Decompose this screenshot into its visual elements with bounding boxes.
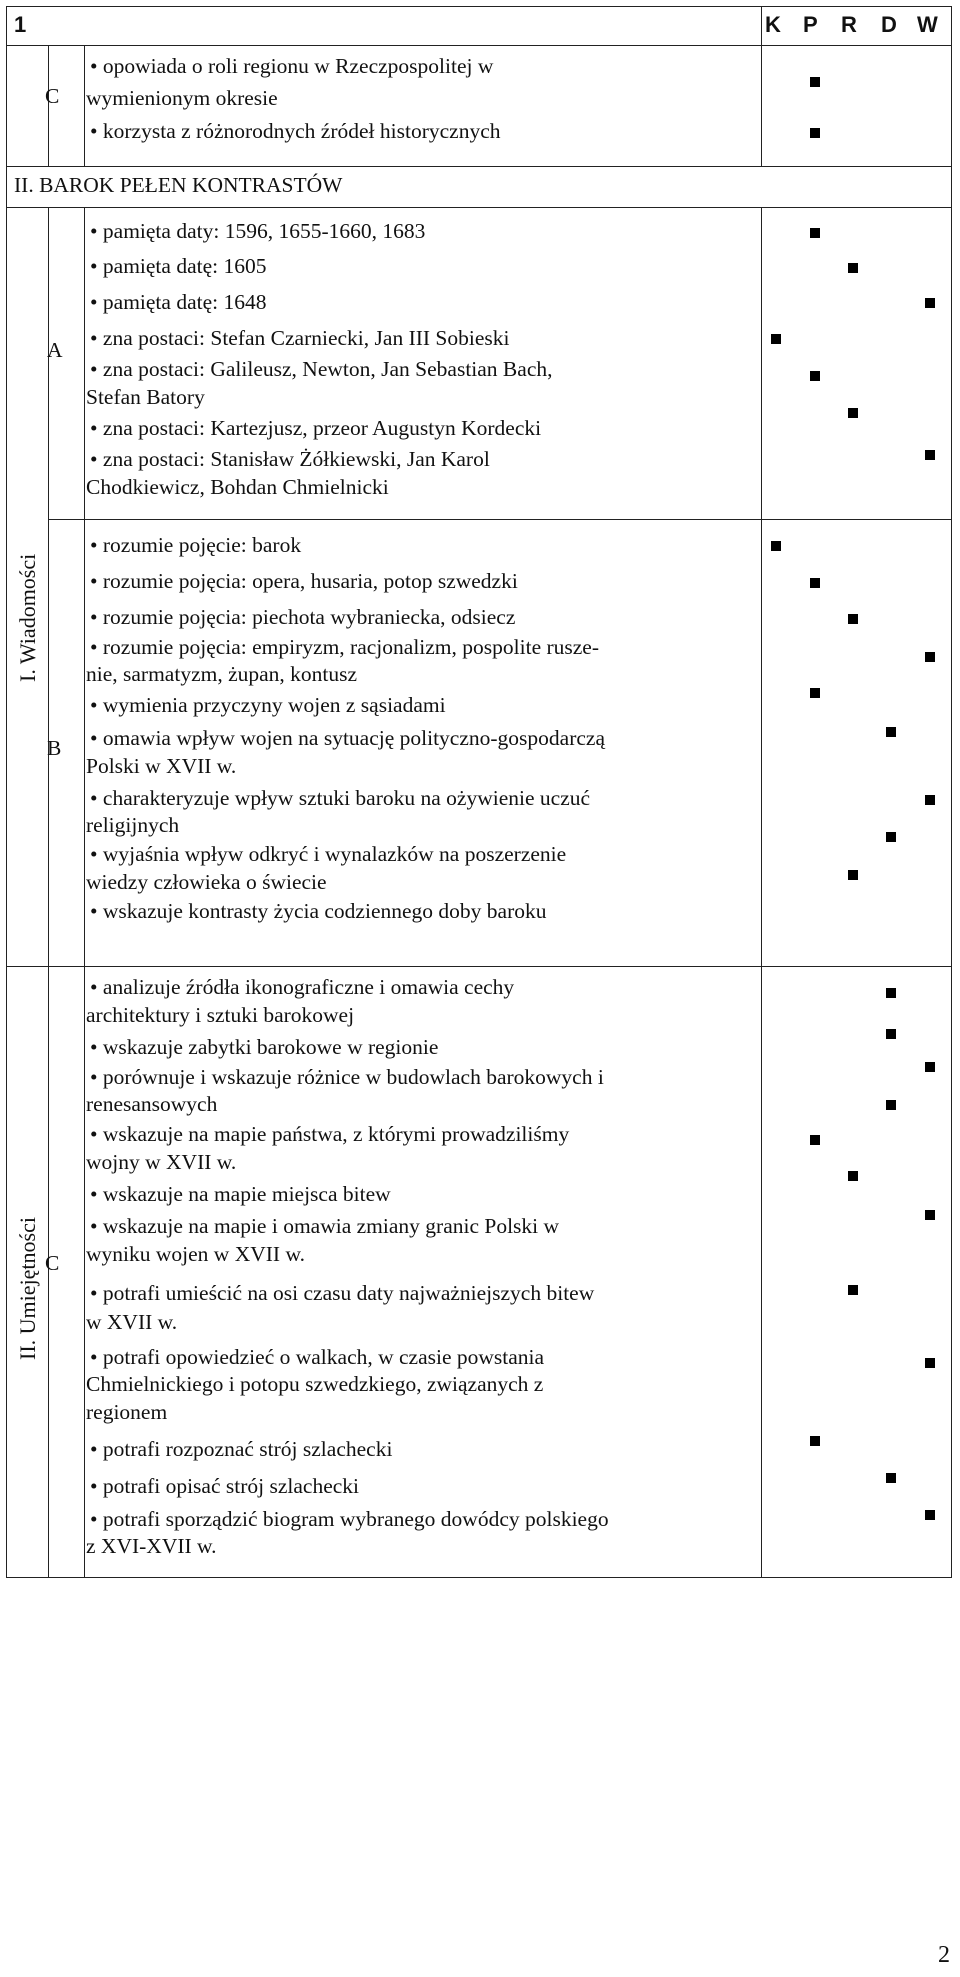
section-c-line: • potrafi sporządzić biogram wybranego dowódcy polskiego (90, 1507, 609, 1531)
section-a-line: • pamięta daty: 1596, 1655-1660, 1683 (90, 219, 426, 243)
level-marker-square (848, 1285, 858, 1295)
section-c-top-letter: C (45, 84, 60, 108)
section-title: II. BAROK PEŁEN KONTRASTÓW (14, 173, 343, 197)
section-b-line: • rozumie pojęcia: opera, husaria, potop szwedzki (90, 569, 518, 593)
section-c-line: wojny w XVII w. (86, 1150, 237, 1174)
section-a-letter: A (47, 338, 63, 362)
level-marker-square (925, 1210, 935, 1220)
rule-col3b (761, 207, 762, 1578)
level-marker-square (925, 795, 935, 805)
level-marker-square (810, 1135, 820, 1145)
section-c-top-line: wymienionym okresie (86, 86, 278, 110)
level-marker-square (848, 408, 858, 418)
section-c-top-line: • opowiada o roli regionu w Rzeczpospolitej w (90, 54, 494, 78)
header-level-w: W (917, 12, 938, 37)
level-marker-square (886, 988, 896, 998)
level-marker-square (925, 652, 935, 662)
level-marker-square (886, 1100, 896, 1110)
level-marker-square (925, 450, 935, 460)
rule-a-b (48, 519, 952, 520)
section-b-line: religijnych (86, 813, 180, 837)
section-c-line: • wskazuje na mapie państwa, z którymi prowadziliśmy (90, 1122, 570, 1146)
section-b-line: wiedzy człowieka o świecie (86, 870, 327, 894)
section-a-line: • zna postaci: Galileusz, Newton, Jan Sebastian Bach, (90, 357, 553, 381)
section-c-line: • potrafi opowiedzieć o walkach, w czasie powstania (90, 1345, 545, 1369)
section-a-line: • zna postaci: Kartezjusz, przeor Augustyn Kordecki (90, 416, 542, 440)
section-a-line: • pamięta datę: 1648 (90, 290, 267, 314)
level-marker-square (810, 1436, 820, 1446)
level-marker-square (810, 371, 820, 381)
section-b-line: Polski w XVII w. (86, 754, 237, 778)
section-c-line: • potrafi rozpoznać strój szlachecki (90, 1437, 393, 1461)
rule-left (6, 6, 7, 1578)
level-marker-square (886, 1473, 896, 1483)
header-level-k: K (765, 12, 781, 37)
rule-right (951, 6, 952, 1578)
level-marker-square (925, 298, 935, 308)
section-a-line: • zna postaci: Stefan Czarniecki, Jan III Sobieski (90, 326, 510, 350)
section-b-line: • rozumie pojęcie: barok (90, 533, 302, 557)
section-c-line: • analizuje źródła ikonograficzne i omawia cechy (90, 975, 515, 999)
level-marker-square (848, 614, 858, 624)
level-marker-square (925, 1358, 935, 1368)
page-number: 2 (938, 1942, 950, 1968)
section-c-line: w XVII w. (86, 1310, 178, 1334)
section-c-line: • porównuje i wskazuje różnice w budowlach barokowych i (90, 1065, 604, 1089)
section-b-line: • wyjaśnia wpływ odkryć i wynalazków na poszerzenie (90, 842, 567, 866)
section-b-line: • wymienia przyczyny wojen z sąsiadami (90, 693, 446, 717)
rule-title-bottom (6, 207, 952, 208)
side-label-wiadomosci: I. Wiadomości (15, 553, 40, 682)
level-marker-square (810, 228, 820, 238)
rule-col1b (48, 207, 49, 1578)
section-c-line: architektury i sztuki barokowej (86, 1003, 355, 1027)
level-marker-square (810, 128, 820, 138)
level-marker-square (848, 263, 858, 273)
section-a-line: Chodkiewicz, Bohdan Chmielnicki (86, 475, 389, 499)
header-level-d: D (881, 12, 897, 37)
section-b-line: • rozumie pojęcia: piechota wybraniecka, odsiecz (90, 605, 516, 629)
section-b-line: • omawia wpływ wojen na sytuację polityczno-gospodarczą (90, 726, 606, 750)
level-marker-square (810, 77, 820, 87)
level-marker-square (886, 1029, 896, 1039)
section-c-line: regionem (86, 1400, 168, 1424)
section-c-letter: C (45, 1251, 60, 1275)
section-b-line: nie, sarmatyzm, żupan, kontusz (86, 662, 358, 686)
side-label-umiejetnosci: II. Umiejętności (15, 1217, 40, 1360)
section-c-line: renesansowych (86, 1092, 218, 1116)
section-c-line: • potrafi opisać strój szlachecki (90, 1474, 360, 1498)
section-b-line: • wskazuje kontrasty życia codziennego doby baroku (90, 899, 547, 923)
section-c-line: • wskazuje zabytki barokowe w regionie (90, 1035, 439, 1059)
level-marker-square (848, 870, 858, 880)
section-c-top-line: • korzysta z różnorodnych źródeł historycznych (90, 119, 501, 143)
section-c-line: Chmielnickiego i potopu szwedzkiego, związanych z (86, 1372, 544, 1396)
level-marker-square (925, 1510, 935, 1520)
level-marker-square (886, 832, 896, 842)
level-marker-square (810, 578, 820, 588)
section-c-line: z XVI-XVII w. (86, 1534, 217, 1558)
level-marker-square (771, 334, 781, 344)
section-a-line: • pamięta datę: 1605 (90, 254, 267, 278)
section-b-letter: B (47, 736, 62, 760)
section-a-line: • zna postaci: Stanisław Żółkiewski, Jan Karol (90, 447, 490, 471)
rule-col3 (761, 6, 762, 166)
header-level-r: R (841, 12, 857, 37)
section-c-line: • wskazuje na mapie miejsca bitew (90, 1182, 391, 1206)
rule-header-bottom (6, 45, 952, 46)
section-c-line: • wskazuje na mapie i omawia zmiany granic Polski w (90, 1214, 560, 1238)
rule-top (6, 6, 952, 7)
header-number: 1 (14, 12, 27, 37)
header-level-p: P (803, 12, 818, 37)
rule-c-top-bottom (6, 166, 952, 167)
section-a-line: Stefan Batory (86, 385, 205, 409)
level-marker-square (925, 1062, 935, 1072)
level-marker-square (886, 727, 896, 737)
section-c-line: wyniku wojen w XVII w. (86, 1242, 305, 1266)
section-c-line: • potrafi umieścić na osi czasu daty najważniejszych bitew (90, 1281, 595, 1305)
level-marker-square (848, 1171, 858, 1181)
level-marker-square (771, 541, 781, 551)
rule-bottom (6, 1577, 952, 1578)
rule-wiadomosci-bottom (6, 966, 952, 967)
section-b-line: • charakteryzuje wpływ sztuki baroku na ożywienie uczuć (90, 786, 591, 810)
section-b-line: • rozumie pojęcia: empiryzm, racjonalizm, pospolite rusze- (90, 635, 600, 659)
level-marker-square (810, 688, 820, 698)
